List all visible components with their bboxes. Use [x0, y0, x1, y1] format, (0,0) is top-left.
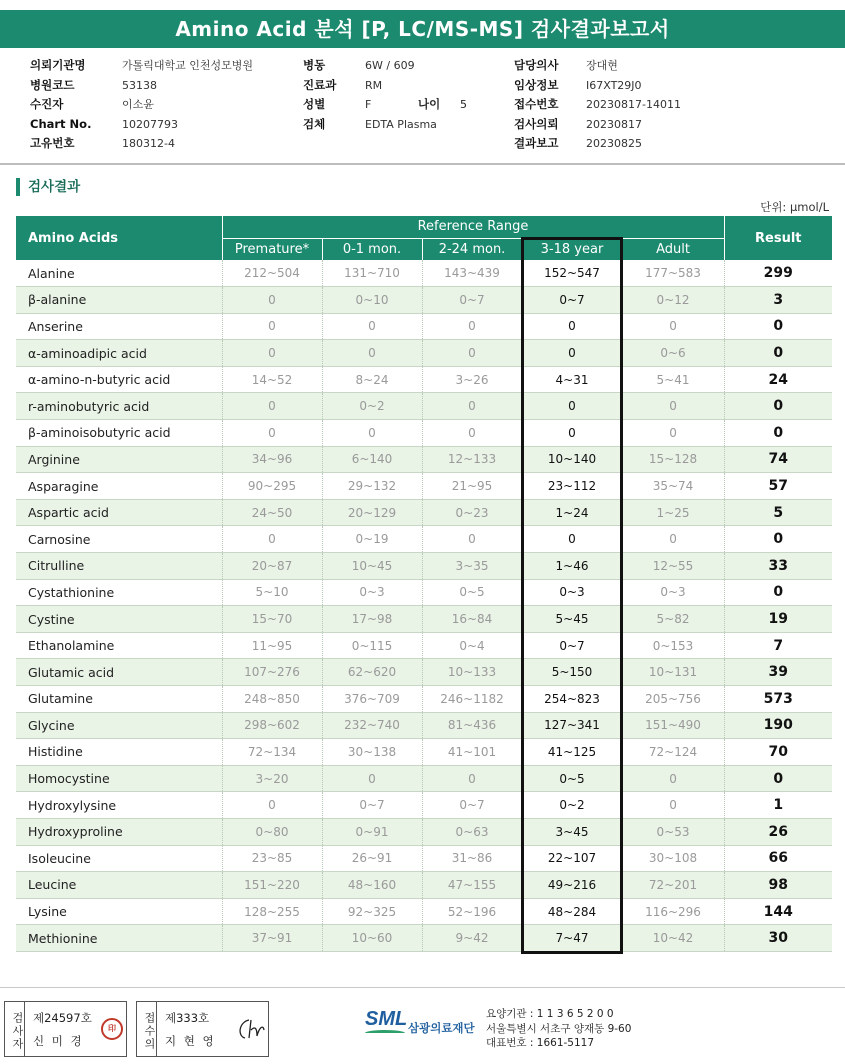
premature-range: 0	[222, 340, 322, 367]
range-2-24-mon: 0~23	[422, 499, 522, 526]
range-3-18-year: 0~7	[522, 632, 622, 659]
aa-name: Homocystine	[16, 765, 222, 792]
aa-name: Arginine	[16, 446, 222, 473]
aa-name: α-amino-n-butyric acid	[16, 366, 222, 393]
range-0-1-mon: 0~91	[322, 818, 422, 845]
premature-range: 34~96	[222, 446, 322, 473]
range-3-18-year: 0	[522, 420, 622, 447]
range-2-24-mon: 31~86	[422, 845, 522, 872]
aa-name: Glutamine	[16, 686, 222, 713]
table-row	[16, 872, 832, 899]
table-row	[16, 606, 832, 633]
range-2-24-mon: 0~4	[422, 632, 522, 659]
range-3-18-year: 0	[522, 526, 622, 553]
result-value: 0	[724, 313, 832, 340]
premature-range: 298~602	[222, 712, 322, 739]
result-value: 0	[724, 393, 832, 420]
info-value: 20230825	[586, 137, 642, 150]
range-0-1-mon: 20~129	[322, 499, 422, 526]
table-row	[16, 579, 832, 606]
premature-range: 15~70	[222, 606, 322, 633]
result-value: 24	[724, 366, 832, 393]
info-value: 10207793	[122, 117, 178, 131]
info-value: 53138	[122, 78, 157, 92]
range-2-24-mon: 3~26	[422, 366, 522, 393]
info-label: 검사의뢰	[514, 116, 559, 131]
range-3-18-year: 48~284	[522, 898, 622, 925]
aa-name: β-alanine	[16, 287, 222, 314]
header-result: Result	[724, 216, 832, 260]
range-2-24-mon: 0	[422, 313, 522, 340]
premature-range: 11~95	[222, 632, 322, 659]
range-0-1-mon: 131~710	[322, 260, 422, 287]
header-range-0-1-mon: 0-1 mon.	[322, 238, 422, 260]
adult-range: 35~74	[622, 473, 724, 500]
approver-vertical-label: 접수의	[137, 1002, 157, 1056]
info-value: 가톨릭대학교 인천성모병원	[122, 59, 254, 72]
range-0-1-mon: 10~60	[322, 925, 422, 952]
range-2-24-mon: 0~7	[422, 287, 522, 314]
adult-range: 0	[622, 526, 724, 553]
range-3-18-year: 1~24	[522, 499, 622, 526]
range-2-24-mon: 52~196	[422, 898, 522, 925]
premature-range: 0	[222, 287, 322, 314]
premature-range: 151~220	[222, 872, 322, 899]
result-value: 39	[724, 659, 832, 686]
range-3-18-year: 3~45	[522, 818, 622, 845]
adult-range: 0	[622, 420, 724, 447]
adult-range: 0~3	[622, 579, 724, 606]
info-value: F	[365, 98, 372, 111]
result-value: 144	[724, 898, 832, 925]
info-label: 병원코드	[30, 77, 75, 92]
inspector-signature-box	[4, 1001, 127, 1057]
table-row	[16, 632, 832, 659]
adult-range: 5~82	[622, 606, 724, 633]
range-0-1-mon: 8~24	[322, 366, 422, 393]
range-3-18-year: 5~150	[522, 659, 622, 686]
range-0-1-mon: 0	[322, 765, 422, 792]
table-row	[16, 818, 832, 845]
adult-range: 12~55	[622, 553, 724, 580]
range-3-18-year: 49~216	[522, 872, 622, 899]
age-label: 나이	[418, 97, 441, 111]
adult-range: 0~12	[622, 287, 724, 314]
range-3-18-year: 0	[522, 313, 622, 340]
result-value: 7	[724, 632, 832, 659]
range-3-18-year: 152~547	[522, 260, 622, 287]
info-value: EDTA Plasma	[365, 117, 437, 131]
range-0-1-mon: 30~138	[322, 739, 422, 766]
info-label: 병동	[303, 58, 326, 72]
info-label: 진료과	[303, 77, 337, 92]
sml-logo	[365, 1008, 485, 1048]
adult-range: 0~6	[622, 340, 724, 367]
table-row	[16, 393, 832, 420]
table-row	[16, 686, 832, 713]
premature-range: 212~504	[222, 260, 322, 287]
premature-range: 90~295	[222, 473, 322, 500]
aa-name: Alanine	[16, 260, 222, 287]
adult-range: 1~25	[622, 499, 724, 526]
range-2-24-mon: 81~436	[422, 712, 522, 739]
premature-range: 248~850	[222, 686, 322, 713]
premature-range: 0	[222, 313, 322, 340]
premature-range: 0	[222, 792, 322, 819]
info-label: 임상정보	[514, 77, 559, 92]
range-2-24-mon: 0	[422, 393, 522, 420]
table-row	[16, 340, 832, 367]
range-2-24-mon: 0~63	[422, 818, 522, 845]
table-row	[16, 260, 832, 287]
premature-range: 14~52	[222, 366, 322, 393]
range-2-24-mon: 47~155	[422, 872, 522, 899]
result-value: 70	[724, 739, 832, 766]
aa-name: Lysine	[16, 898, 222, 925]
range-0-1-mon: 17~98	[322, 606, 422, 633]
range-0-1-mon: 62~620	[322, 659, 422, 686]
info-value: 6W / 609	[365, 59, 415, 72]
inspector-seal-stamp: 印	[101, 1018, 123, 1040]
adult-range: 177~583	[622, 260, 724, 287]
result-value: 190	[724, 712, 832, 739]
range-3-18-year: 127~341	[522, 712, 622, 739]
institution-code: 요양기관 : 1 1 3 6 5 2 0 0	[486, 1008, 614, 1020]
result-value: 299	[724, 260, 832, 287]
range-3-18-year: 22~107	[522, 845, 622, 872]
aa-name: β-aminoisobutyric acid	[16, 420, 222, 447]
range-0-1-mon: 92~325	[322, 898, 422, 925]
adult-range: 15~128	[622, 446, 724, 473]
range-2-24-mon: 0	[422, 765, 522, 792]
header-divider	[0, 163, 845, 165]
table-row	[16, 792, 832, 819]
info-value: 장대현	[586, 59, 618, 72]
premature-range: 3~20	[222, 765, 322, 792]
range-0-1-mon: 6~140	[322, 446, 422, 473]
report-title: Amino Acid 분석 [P, LC/MS-MS] 검사결과보고서	[0, 10, 845, 48]
range-0-1-mon: 0	[322, 313, 422, 340]
header-range-adult: Adult	[622, 238, 724, 260]
aa-name: α-aminoadipic acid	[16, 340, 222, 367]
adult-range: 10~42	[622, 925, 724, 952]
adult-range: 10~131	[622, 659, 724, 686]
institution-address: 서울특별시 서초구 양재동 9-60	[486, 1022, 632, 1035]
adult-range: 0	[622, 393, 724, 420]
adult-range: 5~41	[622, 366, 724, 393]
logo-mark: SML	[365, 1008, 408, 1030]
adult-range: 72~201	[622, 872, 724, 899]
table-row	[16, 739, 832, 766]
table-row	[16, 499, 832, 526]
aa-name: Hydroxyproline	[16, 818, 222, 845]
result-value: 66	[724, 845, 832, 872]
aa-name: Methionine	[16, 925, 222, 952]
range-2-24-mon: 16~84	[422, 606, 522, 633]
info-label: 성별	[303, 97, 326, 111]
table-row	[16, 765, 832, 792]
range-0-1-mon: 376~709	[322, 686, 422, 713]
approver-signature-box	[136, 1001, 269, 1057]
header-amino-acids: Amino Acids	[16, 216, 222, 260]
premature-range: 128~255	[222, 898, 322, 925]
aa-name: Isoleucine	[16, 845, 222, 872]
adult-range: 116~296	[622, 898, 724, 925]
inspector-vertical-label: 검사자	[5, 1002, 25, 1056]
table-row	[16, 446, 832, 473]
range-0-1-mon: 0~2	[322, 393, 422, 420]
header-range-2-24-mon: 2-24 mon.	[422, 238, 522, 260]
range-0-1-mon: 48~160	[322, 872, 422, 899]
info-label: 담당의사	[514, 58, 559, 72]
result-value: 57	[724, 473, 832, 500]
info-value: I67XT29J0	[586, 78, 642, 92]
approver-handwritten-signature	[235, 1016, 265, 1042]
aa-name: Asparagine	[16, 473, 222, 500]
adult-range: 151~490	[622, 712, 724, 739]
range-2-24-mon: 0	[422, 420, 522, 447]
info-value: 20230817	[586, 117, 642, 131]
range-0-1-mon: 0~3	[322, 579, 422, 606]
footer-divider	[0, 987, 845, 988]
info-label: 의뢰기관명	[30, 58, 86, 72]
table-row	[16, 659, 832, 686]
info-label: 수진자	[30, 97, 64, 111]
aa-name: Glutamic acid	[16, 659, 222, 686]
unit-label: 단위: μmol/L	[760, 200, 829, 214]
info-value: 180312-4	[122, 137, 175, 150]
range-2-24-mon: 0	[422, 340, 522, 367]
result-value: 3	[724, 287, 832, 314]
premature-range: 0	[222, 393, 322, 420]
info-value: 20230817-14011	[586, 98, 681, 111]
range-3-18-year: 254~823	[522, 686, 622, 713]
range-2-24-mon: 0	[422, 526, 522, 553]
aa-name: Anserine	[16, 313, 222, 340]
adult-range: 0~53	[622, 818, 724, 845]
range-3-18-year: 0~2	[522, 792, 622, 819]
aa-name: Ethanolamine	[16, 632, 222, 659]
info-value: RM	[365, 78, 383, 92]
info-label: 검체	[303, 116, 326, 131]
aa-name: Histidine	[16, 739, 222, 766]
range-2-24-mon: 0~5	[422, 579, 522, 606]
aa-name: Hydroxylysine	[16, 792, 222, 819]
range-3-18-year: 0~7	[522, 287, 622, 314]
section-title: 검사결과	[16, 178, 80, 196]
table-row	[16, 287, 832, 314]
premature-range: 24~50	[222, 499, 322, 526]
result-value: 573	[724, 686, 832, 713]
range-0-1-mon: 0~7	[322, 792, 422, 819]
info-label: 접수번호	[514, 97, 559, 111]
inspector-name: 신 미 경	[33, 1034, 84, 1048]
results-table	[16, 216, 832, 952]
table-row	[16, 473, 832, 500]
patient-info-col-2	[303, 56, 437, 134]
range-2-24-mon: 41~101	[422, 739, 522, 766]
range-2-24-mon: 3~35	[422, 553, 522, 580]
result-value: 0	[724, 340, 832, 367]
inspector-license-number: 제24597호	[33, 1011, 92, 1025]
premature-range: 37~91	[222, 925, 322, 952]
result-value: 5	[724, 499, 832, 526]
patient-info-col-1	[30, 56, 253, 154]
info-value: 이소윤	[122, 98, 154, 111]
patient-info	[0, 56, 845, 156]
premature-range: 23~85	[222, 845, 322, 872]
range-3-18-year: 10~140	[522, 446, 622, 473]
table-row	[16, 366, 832, 393]
adult-range: 0	[622, 792, 724, 819]
premature-range: 0~80	[222, 818, 322, 845]
result-value: 0	[724, 420, 832, 447]
premature-range: 20~87	[222, 553, 322, 580]
result-value: 98	[724, 872, 832, 899]
aa-name: Cystine	[16, 606, 222, 633]
premature-range: 72~134	[222, 739, 322, 766]
range-0-1-mon: 29~132	[322, 473, 422, 500]
range-3-18-year: 4~31	[522, 366, 622, 393]
result-value: 0	[724, 579, 832, 606]
range-2-24-mon: 246~1182	[422, 686, 522, 713]
range-0-1-mon: 26~91	[322, 845, 422, 872]
premature-range: 0	[222, 420, 322, 447]
range-2-24-mon: 143~439	[422, 260, 522, 287]
range-0-1-mon: 0~115	[322, 632, 422, 659]
range-3-18-year: 23~112	[522, 473, 622, 500]
header-range-premature: Premature*	[222, 238, 322, 260]
range-3-18-year: 0~5	[522, 765, 622, 792]
aa-name: Aspartic acid	[16, 499, 222, 526]
age-value: 5	[460, 98, 467, 111]
aa-name: r-aminobutyric acid	[16, 393, 222, 420]
approver-license-number: 제333호	[165, 1011, 210, 1025]
info-label: 결과보고	[514, 136, 559, 150]
premature-range: 0	[222, 526, 322, 553]
logo-swoosh-icon	[365, 1030, 405, 1036]
approver-name: 지 현 영	[165, 1034, 216, 1048]
range-0-1-mon: 0~19	[322, 526, 422, 553]
aa-name: Leucine	[16, 872, 222, 899]
adult-range: 30~108	[622, 845, 724, 872]
range-2-24-mon: 12~133	[422, 446, 522, 473]
result-value: 74	[724, 446, 832, 473]
range-0-1-mon: 10~45	[322, 553, 422, 580]
aa-name: Cystathionine	[16, 579, 222, 606]
logo-name: 삼광의료재단	[408, 1021, 475, 1035]
premature-range: 5~10	[222, 579, 322, 606]
table-row	[16, 925, 832, 952]
result-value: 0	[724, 526, 832, 553]
range-3-18-year: 7~47	[522, 925, 622, 952]
range-0-1-mon: 0	[322, 340, 422, 367]
table-row	[16, 845, 832, 872]
table-row	[16, 313, 832, 340]
result-value: 26	[724, 818, 832, 845]
adult-range: 72~124	[622, 739, 724, 766]
institution-phone: 대표번호 : 1661-5117	[486, 1037, 595, 1049]
range-0-1-mon: 0	[322, 420, 422, 447]
result-value: 19	[724, 606, 832, 633]
table-row	[16, 898, 832, 925]
table-row	[16, 526, 832, 553]
range-3-18-year: 0	[522, 340, 622, 367]
table-row	[16, 420, 832, 447]
aa-name: Glycine	[16, 712, 222, 739]
result-value: 0	[724, 765, 832, 792]
adult-range: 205~756	[622, 686, 724, 713]
aa-name: Citrulline	[16, 553, 222, 580]
range-2-24-mon: 0~7	[422, 792, 522, 819]
adult-range: 0	[622, 313, 724, 340]
patient-info-col-3	[514, 56, 681, 154]
header-reference-range: Reference Range	[222, 216, 724, 238]
adult-range: 0	[622, 765, 724, 792]
range-3-18-year: 1~46	[522, 553, 622, 580]
info-label: Chart No.	[30, 116, 92, 131]
table-row	[16, 553, 832, 580]
institution-info	[486, 1007, 631, 1051]
result-value: 30	[724, 925, 832, 952]
range-0-1-mon: 0~10	[322, 287, 422, 314]
header-range-3-18-year: 3-18 year	[522, 238, 622, 260]
range-2-24-mon: 10~133	[422, 659, 522, 686]
range-2-24-mon: 21~95	[422, 473, 522, 500]
result-value: 33	[724, 553, 832, 580]
premature-range: 107~276	[222, 659, 322, 686]
range-3-18-year: 0	[522, 393, 622, 420]
table-row	[16, 712, 832, 739]
aa-name: Carnosine	[16, 526, 222, 553]
result-value: 1	[724, 792, 832, 819]
range-3-18-year: 41~125	[522, 739, 622, 766]
range-0-1-mon: 232~740	[322, 712, 422, 739]
range-3-18-year: 5~45	[522, 606, 622, 633]
range-2-24-mon: 9~42	[422, 925, 522, 952]
info-label: 고유번호	[30, 136, 75, 150]
adult-range: 0~153	[622, 632, 724, 659]
range-3-18-year: 0~3	[522, 579, 622, 606]
